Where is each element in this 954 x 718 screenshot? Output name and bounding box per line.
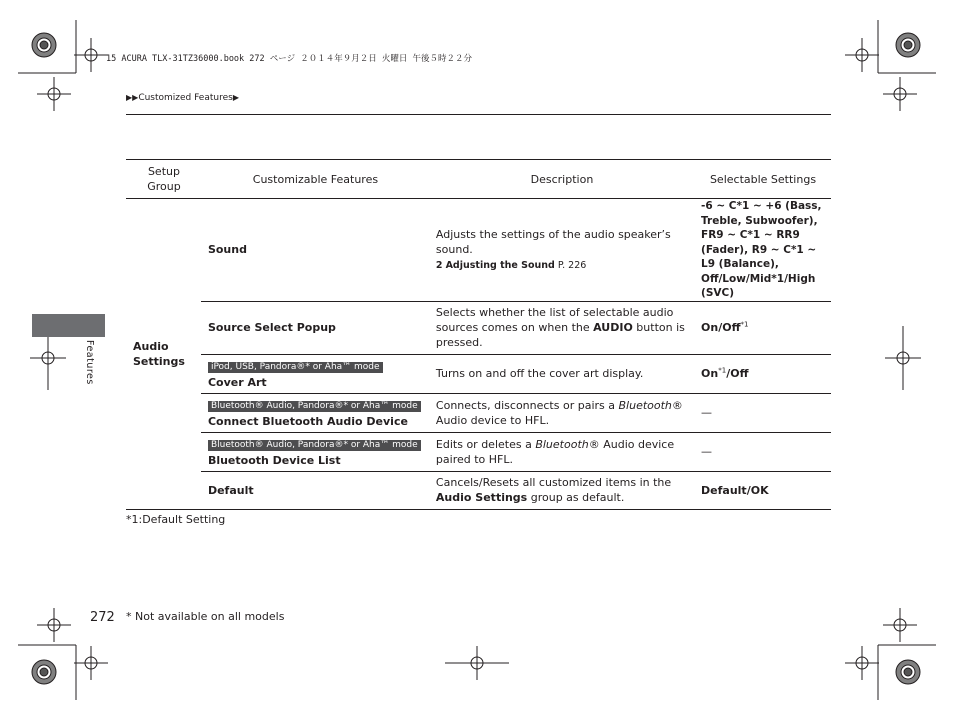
feature-description: Cancels/Resets all customized items in the Audio Settings group as default. xyxy=(429,471,694,509)
feature-cell xyxy=(201,432,429,471)
header-selectable-settings: Selectable Settings xyxy=(694,160,831,199)
table-row xyxy=(126,393,831,432)
availability-note: * Not available on all models xyxy=(126,610,285,623)
feature-name: Default xyxy=(201,471,429,509)
feature-cell xyxy=(201,393,429,432)
reference-page: P. 226 xyxy=(557,259,587,271)
header-customizable-features: Customizable Features xyxy=(201,160,429,199)
breadcrumb-arrow-icon: ▶ xyxy=(232,93,239,102)
mode-badge: Bluetooth® Audio, Pandora®* or Aha™ mode xyxy=(208,401,421,412)
reference-arrow-icon: 2 xyxy=(435,259,443,271)
breadcrumb-link-customized-features[interactable]: Customized Features xyxy=(138,93,233,103)
feature-name: Cover Art xyxy=(207,375,267,389)
table-row xyxy=(126,301,831,354)
selectable-settings: -6 ~ C*1 ~ +6 (Bass, Treble, Subwoofer), FR9 ~ C*1 ~ RR9 (Fader), R9 ~ C*1 ~ L9 (Balance), Off/Low/Mid*1/High (SVC) xyxy=(694,199,831,302)
description-text: Adjusts the settings of the audio speaker’s sound. xyxy=(435,227,671,256)
header-divider xyxy=(126,114,831,115)
feature-name: Source Select Popup xyxy=(201,301,429,354)
mode-badge: Bluetooth® Audio, Pandora®* or Aha™ mode xyxy=(208,440,421,451)
cross-reference[interactable] xyxy=(436,258,688,273)
table-row xyxy=(126,199,831,302)
feature-name: Connect Bluetooth Audio Device xyxy=(207,414,408,428)
breadcrumb-arrow-icon: ▶▶ xyxy=(126,93,139,102)
selectable-settings: — xyxy=(694,432,831,471)
feature-description: Edits or deletes a Bluetooth® Audio device paired to HFL. xyxy=(429,432,694,471)
header-setup-group: Setup Group xyxy=(126,160,201,199)
setup-group-audio-settings: Audio Settings xyxy=(126,199,201,510)
breadcrumb xyxy=(126,93,239,103)
print-file-header: 15 ACURA TLX-31TZ36000.book 272 ページ ２０１４年９月２日 火曜日 午後５時２２分 xyxy=(106,54,472,64)
feature-description: Connects, disconnects or pairs a Bluetooth® Audio device to HFL. xyxy=(429,393,694,432)
selectable-settings: Default/OK xyxy=(694,471,831,509)
selectable-settings: On$^{*1}$/Off xyxy=(694,354,831,393)
mode-badge: iPod, USB, Pandora®* or Aha™ mode xyxy=(208,362,383,373)
feature-description xyxy=(429,199,694,302)
page-number: 272 xyxy=(90,610,115,625)
selectable-settings: — xyxy=(694,393,831,432)
reference-link[interactable]: Adjusting the Sound xyxy=(445,259,555,271)
feature-description: Selects whether the list of selectable audio sources comes on when the AUDIO button is pressed. xyxy=(429,301,694,354)
customization-table xyxy=(126,159,831,510)
header-description: Description xyxy=(429,160,694,199)
feature-name: Sound xyxy=(201,199,429,302)
feature-name: Bluetooth Device List xyxy=(207,453,341,467)
feature-description: Turns on and off the cover art display. xyxy=(429,354,694,393)
table-row xyxy=(126,354,831,393)
table-row xyxy=(126,432,831,471)
section-tab-label: Features xyxy=(84,340,95,385)
table-row xyxy=(126,471,831,509)
section-tab xyxy=(32,314,105,337)
default-setting-footnote: *1:Default Setting xyxy=(126,513,226,526)
selectable-settings: On/Off$^{*1}$ xyxy=(694,301,831,354)
feature-cell xyxy=(201,354,429,393)
